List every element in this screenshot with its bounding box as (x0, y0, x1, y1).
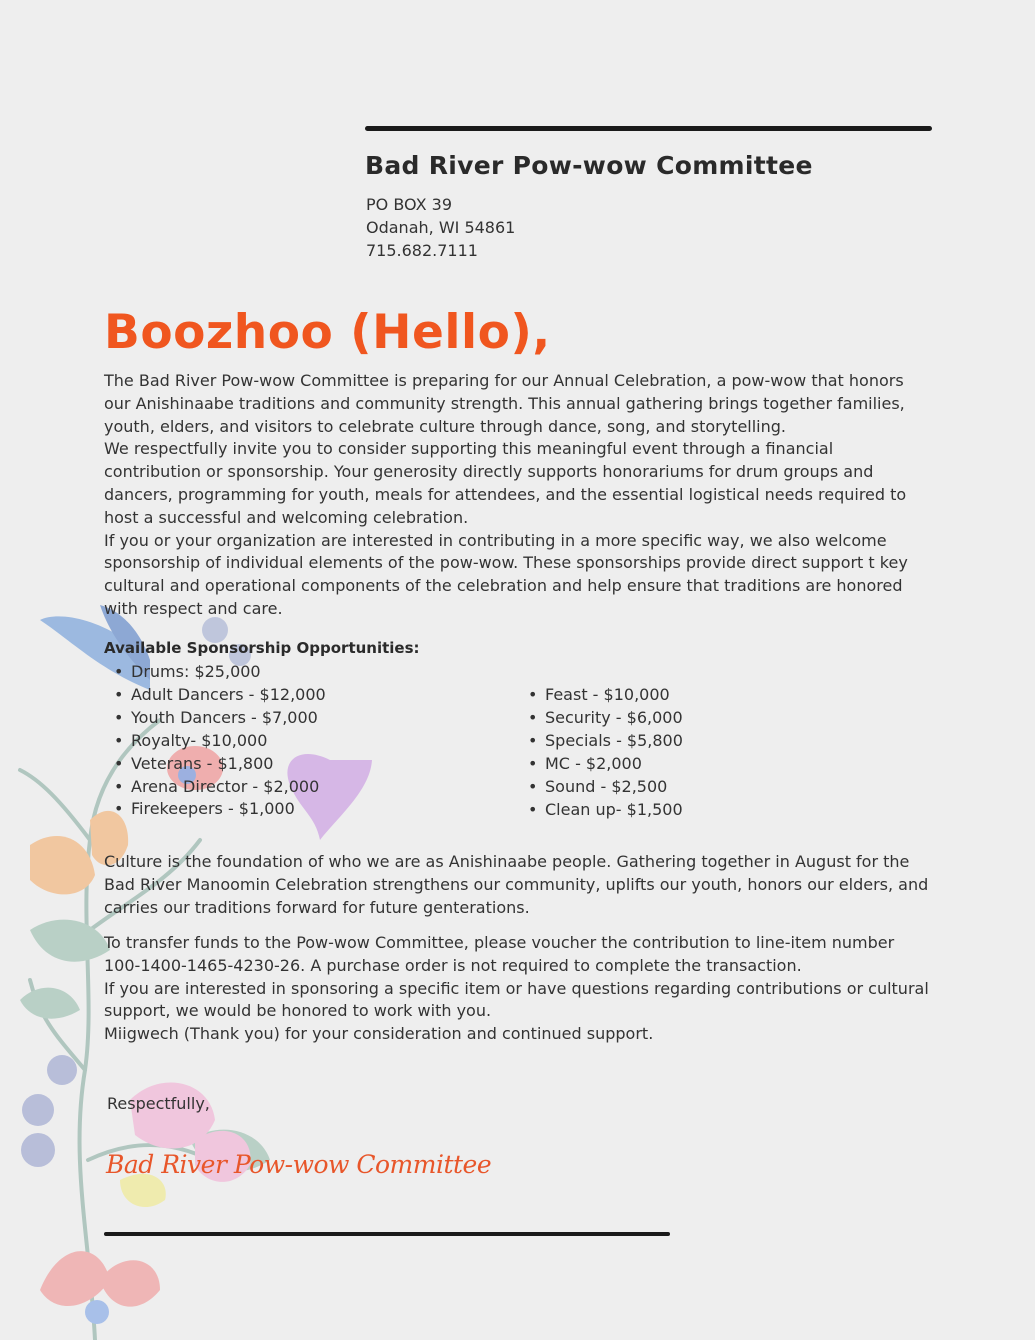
sponsorship-list-left (104, 661, 326, 821)
phone-number: 715.682.7111 (366, 241, 478, 260)
sign-off: Respectfully, (107, 1094, 210, 1113)
sponsorship-item: • Specials - $5,800 (518, 730, 683, 753)
thank-you-paragraph: Miigwech (Thank you) for your consideration and continued support. (104, 1024, 654, 1044)
header-rule (365, 126, 932, 131)
signature-rule (104, 1232, 670, 1236)
sponsorship-item: • MC - $2,000 (518, 753, 683, 776)
intro-paragraph: The Bad River Pow-wow Committee is preparing for our Annual Celebration, a pow-wow that honors our Anishinaabe traditions and community strength. This annual gathering brings together families, youth, elders, and visitors to celebrate culture through dance, song, and storytelling. (104, 371, 905, 436)
sponsorship-item: • Youth Dancers - $7,000 (104, 707, 326, 730)
sponsorship-item: • Veterans - $1,800 (104, 753, 326, 776)
intro-paragraph: We respectfully invite you to consider supporting this meaningful event through a financial contribution or sponsorship. Your generosity directly supports honorariums for drum groups and dancers, programming for youth, meals for attendees, and the essential logistical needs required to host a successful and welcoming celebration. (104, 439, 907, 527)
address-block (366, 193, 515, 262)
intro-paragraph: If you or your organization are interested in contributing in a more specific way, we also welcome sponsorship of individual elements of the pow-wow. These sponsorships provide direct support t key cultural and operational components of the celebration and help ensure that traditions are honored with respect and care. (104, 530, 908, 618)
sponsorship-heading: Available Sponsorship Opportunities: (104, 639, 420, 657)
culture-paragraph (104, 851, 929, 919)
sponsorship-item: • Sound - $2,500 (518, 776, 683, 799)
lotus-icon (40, 1251, 160, 1324)
sponsorship-item: • Clean up- $1,500 (518, 799, 683, 822)
sponsorship-item: • Royalty- $10,000 (104, 730, 326, 753)
org-name: Bad River Pow-wow Committee (365, 151, 813, 180)
sponsorship-item: • Feast - $10,000 (518, 684, 683, 707)
sponsorship-list-right (518, 684, 683, 821)
transfer-text (104, 932, 929, 1046)
intro-text (104, 370, 929, 621)
sponsorship-item: • Arena Director - $2,000 (104, 776, 326, 799)
address-line: PO BOX 39 (366, 195, 452, 214)
closing-paragraph: Culture is the foundation of who we are as Anishinaabe people. Gathering together in August for the Bad River Manoomin Celebration strengthens our community, uplifts our youth, honors our elders, and carries our traditions forward for future genterations. (104, 852, 929, 917)
address-line: Odanah, WI 54861 (366, 218, 516, 237)
sponsorship-item: • Adult Dancers - $12,000 (104, 684, 326, 707)
signature: Bad River Pow-wow Committee (106, 1150, 492, 1179)
transfer-paragraph: To transfer funds to the Pow-wow Committee, please voucher the contribution to line-item number 100-1400-1465-4230-26. A purchase order is not required to complete the transaction. (104, 933, 895, 975)
berry-icon (21, 1055, 77, 1167)
sponsorship-item: • Drums: $25,000 (104, 661, 326, 684)
sponsorship-item: • Firekeepers - $1,000 (104, 798, 326, 821)
contact-paragraph: If you are interested in sponsoring a specific item or have questions regarding contributions or cultural support, we would be honored to work with you. (104, 978, 929, 1021)
greeting-heading: Boozhoo (Hello), (104, 305, 551, 360)
sponsorship-item: • Security - $6,000 (518, 707, 683, 730)
